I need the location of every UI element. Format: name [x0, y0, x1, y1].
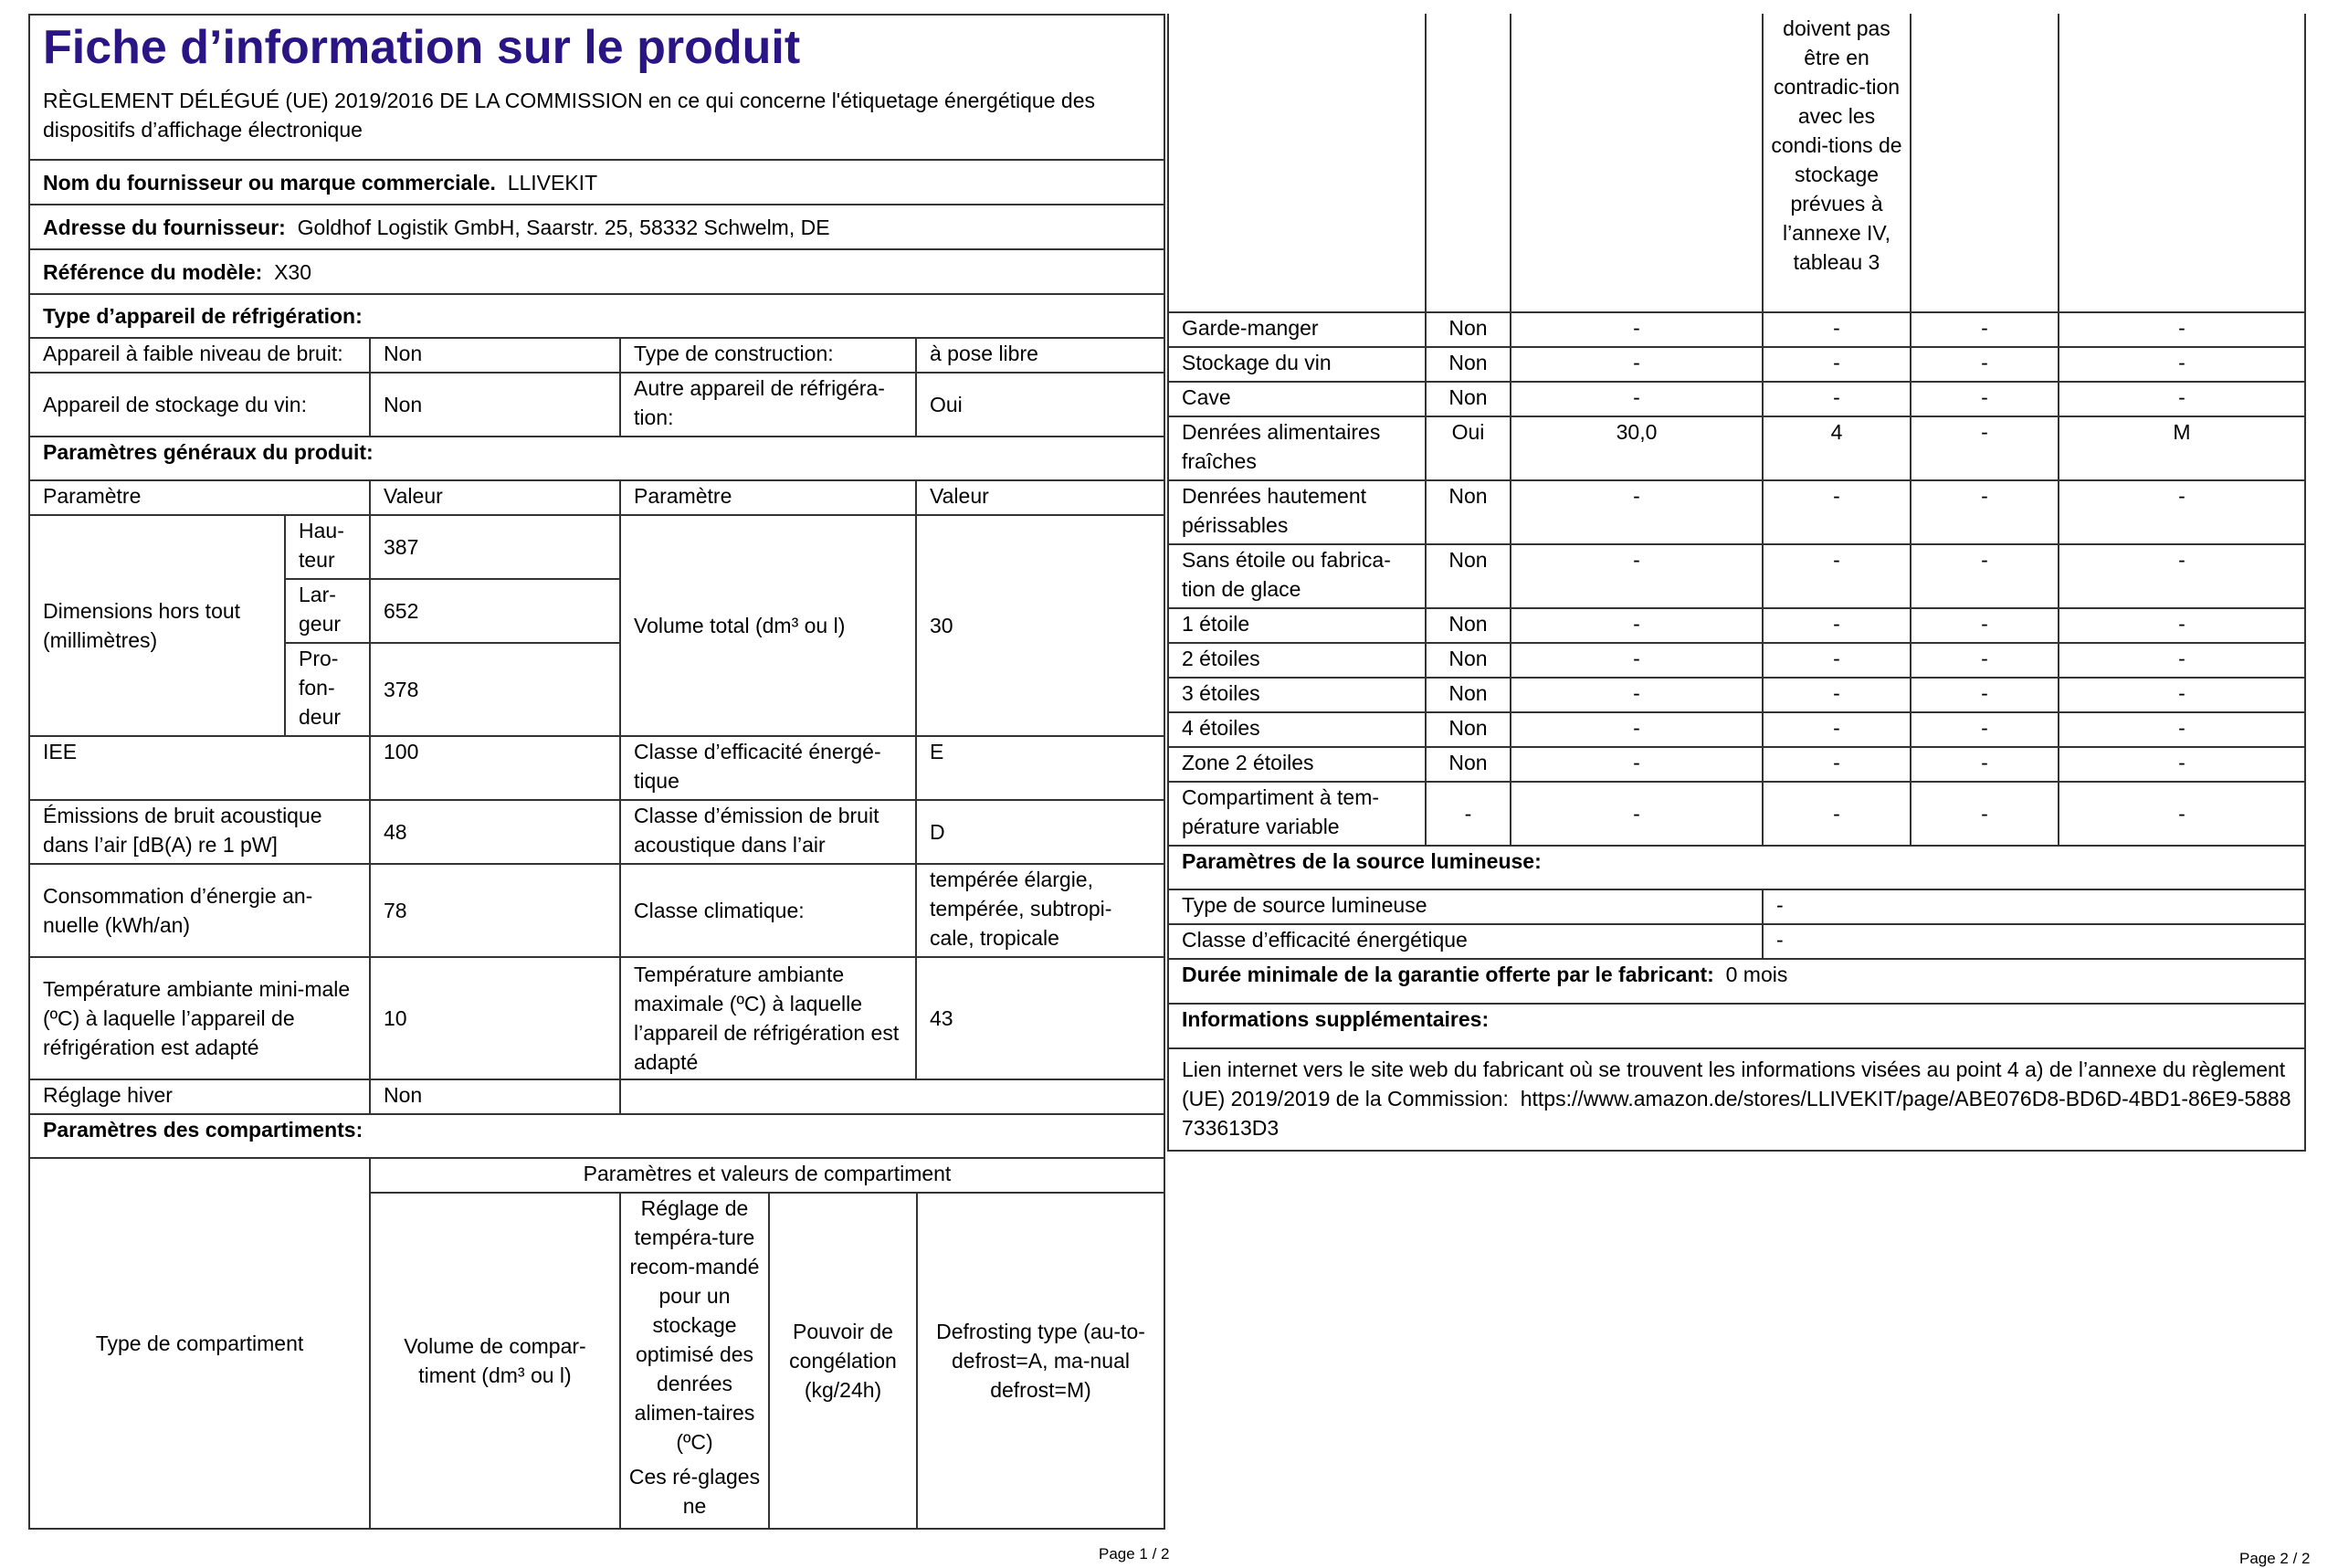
address-label: Adresse du fournisseur: — [43, 215, 286, 239]
comp-subheaders — [620, 1193, 1164, 1529]
compartment-freeze: - — [1911, 544, 2059, 608]
compartment-row — [1168, 747, 2305, 782]
cont-empty-1 — [1168, 14, 1426, 312]
low-noise-label: Appareil à faible niveau de bruit: — [29, 338, 370, 373]
regulation-text: RÈGLEMENT DÉLÉGUÉ (UE) 2019/2016 DE LA COMMISSION en ce qui concerne l'étiquetage énergétique des dispositifs d’affichage électronique — [29, 86, 1164, 160]
wine-storage-value: Non — [370, 373, 620, 437]
compartment-defrost: - — [2059, 608, 2305, 643]
compartment-name: Stockage du vin — [1168, 347, 1426, 382]
compartment-row — [1168, 608, 2305, 643]
compartment-present: Non — [1426, 747, 1511, 782]
compartment-present: Non — [1426, 312, 1511, 347]
compartment-present: Non — [1426, 382, 1511, 416]
compartment-temp: - — [1763, 608, 1911, 643]
compartment-row — [1168, 712, 2305, 747]
noise-class-value: D — [916, 800, 1164, 864]
empty-cell — [620, 1079, 1164, 1114]
compartment-present: Non — [1426, 347, 1511, 382]
page-title: Fiche d’information sur le produit — [29, 15, 1164, 86]
compartment-temp: - — [1763, 678, 1911, 712]
light-type-label: Type de source lumineuse — [1168, 889, 1763, 924]
model-value: X30 — [274, 259, 312, 284]
compartment-present: Non — [1426, 480, 1511, 544]
compartment-volume: - — [1511, 382, 1763, 416]
warranty-value: 0 mois — [1725, 963, 1788, 986]
compartment-defrost: - — [2059, 480, 2305, 544]
light-source-header: Paramètres de la source lumineuse: — [1168, 846, 2305, 889]
compartment-name: Compartiment à tem-pérature variable — [1168, 782, 1426, 846]
cont-empty-3 — [1511, 14, 1763, 312]
supplier-value: LLIVEKIT — [507, 170, 598, 195]
compartment-freeze: - — [1911, 312, 2059, 347]
cont-empty-2 — [1426, 14, 1511, 312]
climate-class-value: tempérée élargie, tempérée, subtropi-cale, tropicale — [916, 864, 1164, 957]
compartment-row — [1168, 416, 2305, 480]
comp-type-header: Type de compartiment — [29, 1158, 370, 1529]
compartment-defrost: M — [2059, 416, 2305, 480]
comp-temp-header — [621, 1194, 769, 1528]
compartment-volume: - — [1511, 643, 1763, 678]
extra-info-header: Informations supplémentaires: — [1168, 1004, 2305, 1048]
compartment-temp: - — [1763, 712, 1911, 747]
compartment-freeze: - — [1911, 643, 2059, 678]
compartment-temp: - — [1763, 312, 1911, 347]
compartment-present: - — [1426, 782, 1511, 846]
comp-temp-header-b: Ces ré-glages ne — [628, 1465, 761, 1518]
compartment-volume: - — [1511, 544, 1763, 608]
compartment-defrost: - — [2059, 782, 2305, 846]
height-value: 387 — [370, 515, 620, 579]
compartment-volume: 30,0 — [1511, 416, 1763, 480]
comp-temp-header-continued: doivent pas être en contradic-tion avec les condi-tions de stockage prévues à l’annexe IV, tableau 3 — [1763, 14, 1911, 312]
compartment-present: Non — [1426, 678, 1511, 712]
compartment-volume: - — [1511, 678, 1763, 712]
compartment-temp: - — [1763, 480, 1911, 544]
light-class-label: Classe d’efficacité énergétique — [1168, 924, 1763, 959]
compartment-defrost: - — [2059, 643, 2305, 678]
compartment-defrost: - — [2059, 678, 2305, 712]
model-row — [29, 249, 1164, 294]
product-info-table-page2 — [1167, 14, 2306, 1152]
construction-value: à pose libre — [916, 338, 1164, 373]
compartment-freeze: - — [1911, 608, 2059, 643]
compartment-present: Oui — [1426, 416, 1511, 480]
cont-empty-4 — [1911, 14, 2059, 312]
address-value: Goldhof Logistik GmbH, Saarstr. 25, 58332 Schwelm, DE — [297, 215, 830, 239]
compartment-temp: - — [1763, 544, 1911, 608]
comp-freeze-header: Pouvoir de congélation (kg/24h) — [769, 1194, 917, 1528]
compartment-volume: - — [1511, 747, 1763, 782]
compartment-defrost: - — [2059, 382, 2305, 416]
supplier-row — [29, 160, 1164, 205]
compartment-row — [1168, 643, 2305, 678]
min-temp-value: 10 — [370, 957, 620, 1079]
construction-label: Type de construction: — [620, 338, 916, 373]
compartment-name: 2 étoiles — [1168, 643, 1426, 678]
compartment-present: Non — [1426, 712, 1511, 747]
width-label: Lar-geur — [285, 579, 370, 643]
manufacturer-link-row — [1168, 1048, 2305, 1151]
light-class-value: - — [1763, 924, 2305, 959]
compartment-row — [1168, 544, 2305, 608]
supplier-label: Nom du fournisseur ou marque commerciale. — [43, 170, 496, 195]
compartment-defrost: - — [2059, 712, 2305, 747]
compartment-row — [1168, 347, 2305, 382]
comp-subheader-table — [621, 1194, 1164, 1528]
dimensions-label: Dimensions hors tout (millimètres) — [29, 515, 285, 736]
compartment-name: Denrées alimentaires fraîches — [1168, 416, 1426, 480]
page-number-2: Page 2 / 2 — [2239, 1550, 2311, 1567]
compartment-defrost: - — [2059, 747, 2305, 782]
link-description: Lien internet vers le site web du fabricant où se trouvent les informations visées au point 4 a) de l’annexe du règlement (UE) 2019/2019 de la Commission: — [1182, 1058, 2286, 1110]
compartment-name: Zone 2 étoiles — [1168, 747, 1426, 782]
noise-class-label: Classe d’émission de bruit acoustique dans l’air — [620, 800, 916, 864]
col-value-header: Valeur — [916, 480, 1164, 515]
total-volume-label: Volume total (dm³ ou l) — [620, 515, 916, 736]
general-params-header: Paramètres généraux du produit: — [29, 437, 1164, 480]
page-number-1: Page 1 / 2 — [1099, 1545, 1170, 1563]
col-param-header: Paramètre — [620, 480, 916, 515]
compartment-temp: - — [1763, 347, 1911, 382]
max-temp-value: 43 — [916, 957, 1164, 1079]
other-appliance-label: Autre appareil de réfrigéra-tion: — [620, 373, 916, 437]
compartment-freeze: - — [1911, 480, 2059, 544]
compartment-name: Cave — [1168, 382, 1426, 416]
width-value: 652 — [370, 579, 620, 643]
efficiency-class-label: Classe d’efficacité énergé-tique — [620, 736, 916, 800]
comp-params-header: Paramètres et valeurs de compartiment — [370, 1158, 1164, 1193]
eei-value: 100 — [370, 736, 620, 800]
wine-storage-label: Appareil de stockage du vin: — [29, 373, 370, 437]
compartment-temp: - — [1763, 782, 1911, 846]
efficiency-class-value: E — [916, 736, 1164, 800]
noise-label: Émissions de bruit acoustique dans l’air [dB(A) re 1 pW] — [29, 800, 370, 864]
compartment-name: Sans étoile ou fabrica-tion de glace — [1168, 544, 1426, 608]
energy-value: 78 — [370, 864, 620, 957]
compartment-freeze: - — [1911, 782, 2059, 846]
compartment-temp: - — [1763, 643, 1911, 678]
max-temp-label: Température ambiante maximale (ºC) à laquelle l’appareil de réfrigération est adapté — [620, 957, 916, 1079]
energy-label: Consommation d’énergie an-nuelle (kWh/an) — [29, 864, 370, 957]
cont-empty-5 — [2059, 14, 2305, 312]
warranty-label: Durée minimale de la garantie offerte par le fabricant: — [1182, 963, 1714, 986]
low-noise-value: Non — [370, 338, 620, 373]
compartment-volume: - — [1511, 347, 1763, 382]
depth-value: 378 — [370, 643, 620, 736]
manufacturer-link[interactable]: https://www.amazon.de/stores/LLIVEKIT/page/ABE076D8-BD6D-4BD1-86E9-5888733613D3 — [1182, 1087, 2291, 1140]
compartment-rows — [1168, 312, 2305, 846]
compartment-name: 1 étoile — [1168, 608, 1426, 643]
noise-value: 48 — [370, 800, 620, 864]
compartment-freeze: - — [1911, 347, 2059, 382]
comp-temp-header-a: Réglage de tempéra-ture recom-mandé pour un stockage optimisé des denrées alimen-taires (ºC) — [629, 1196, 760, 1454]
compartment-row — [1168, 382, 2305, 416]
appliance-type-header: Type d’appareil de réfrigération: — [29, 294, 1164, 338]
product-info-table-page1 — [28, 14, 1165, 1530]
winter-value: Non — [370, 1079, 620, 1114]
height-label: Hau-teur — [285, 515, 370, 579]
compartment-freeze: - — [1911, 712, 2059, 747]
compartment-row — [1168, 678, 2305, 712]
total-volume-value: 30 — [916, 515, 1164, 736]
col-param-header: Paramètre — [29, 480, 370, 515]
compartment-name: 4 étoiles — [1168, 712, 1426, 747]
compartment-volume: - — [1511, 712, 1763, 747]
address-row — [29, 205, 1164, 249]
light-type-value: - — [1763, 889, 2305, 924]
compartment-temp: - — [1763, 382, 1911, 416]
climate-class-label: Classe climatique: — [620, 864, 916, 957]
compartment-freeze: - — [1911, 747, 2059, 782]
compartment-present: Non — [1426, 608, 1511, 643]
compartment-volume: - — [1511, 312, 1763, 347]
compartment-row — [1168, 782, 2305, 846]
compartment-freeze: - — [1911, 678, 2059, 712]
col-value-header: Valeur — [370, 480, 620, 515]
compartment-present: Non — [1426, 544, 1511, 608]
compartment-defrost: - — [2059, 544, 2305, 608]
compartment-row — [1168, 480, 2305, 544]
compartment-name: Garde-manger — [1168, 312, 1426, 347]
compartments-header: Paramètres des compartiments: — [29, 1114, 1164, 1158]
compartment-name: Denrées hautement périssables — [1168, 480, 1426, 544]
compartment-volume: - — [1511, 782, 1763, 846]
compartment-defrost: - — [2059, 347, 2305, 382]
other-appliance-value: Oui — [916, 373, 1164, 437]
compartment-name: 3 étoiles — [1168, 678, 1426, 712]
compartment-row — [1168, 312, 2305, 347]
winter-label: Réglage hiver — [29, 1079, 370, 1114]
compartment-volume: - — [1511, 480, 1763, 544]
compartment-temp: 4 — [1763, 416, 1911, 480]
warranty-row — [1168, 959, 2305, 1004]
comp-defrost-header: Defrosting type (au-to-defrost=A, ma-nual defrost=M) — [917, 1194, 1164, 1528]
compartment-present: Non — [1426, 643, 1511, 678]
depth-label: Pro-fon-deur — [285, 643, 370, 736]
compartment-freeze: - — [1911, 416, 2059, 480]
compartment-defrost: - — [2059, 312, 2305, 347]
compartment-temp: - — [1763, 747, 1911, 782]
compartment-freeze: - — [1911, 382, 2059, 416]
eei-label: IEE — [29, 736, 370, 800]
model-label: Référence du modèle: — [43, 259, 263, 284]
comp-volume-header: Volume de compar-timent (dm³ ou l) — [370, 1193, 620, 1529]
compartment-volume: - — [1511, 608, 1763, 643]
min-temp-label: Température ambiante mini-male (ºC) à laquelle l’appareil de réfrigération est adapté — [29, 957, 370, 1079]
